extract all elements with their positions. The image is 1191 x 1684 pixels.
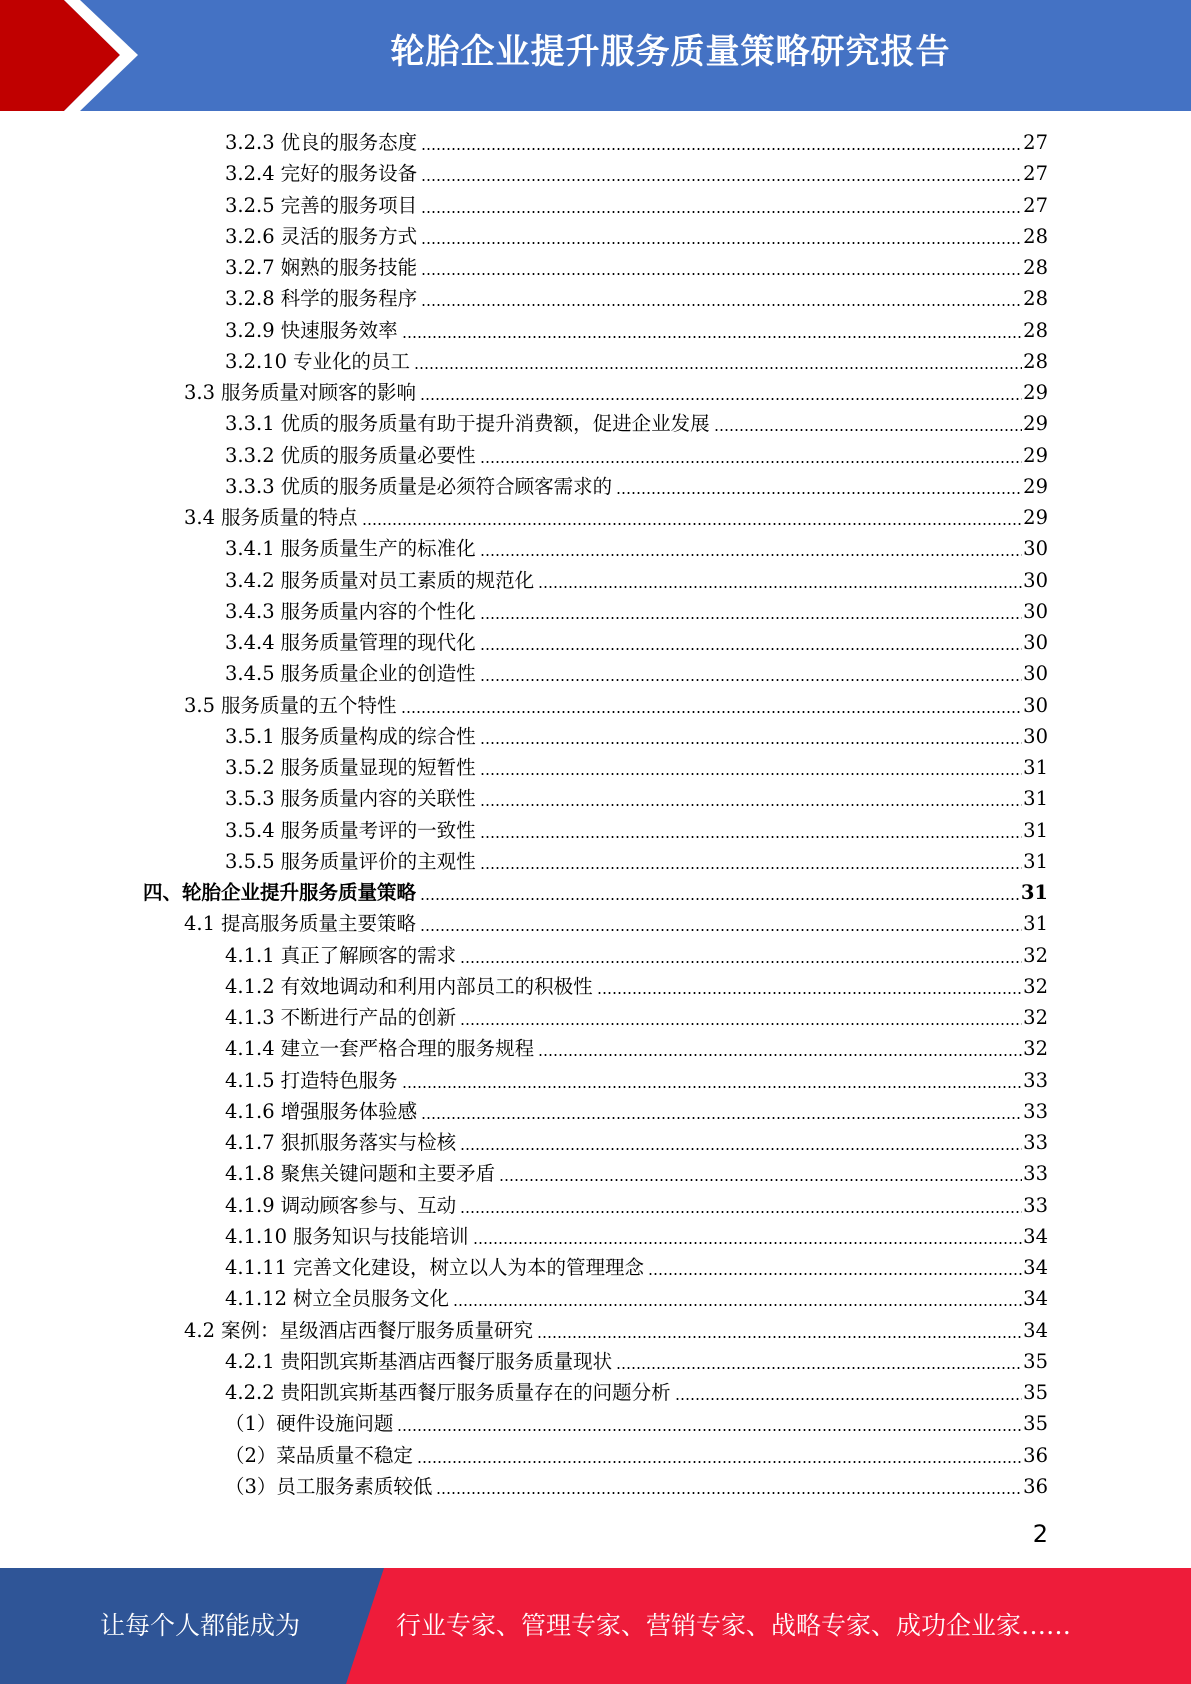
- toc-dot-leader: [460, 1131, 1022, 1151]
- toc-entry-title: 服务质量考评的一致性: [280, 818, 476, 842]
- toc-entry[interactable]: [225, 1283, 1048, 1314]
- toc-entry-label: [184, 502, 362, 533]
- toc-entry-page: 30: [1023, 724, 1048, 748]
- toc-dot-leader: [421, 256, 1022, 276]
- toc-dot-leader: [480, 756, 1023, 776]
- toc-dot-leader: [417, 1444, 1022, 1464]
- toc-entry-page: 29: [1023, 381, 1048, 404]
- page-number: 2: [1032, 1520, 1048, 1548]
- toc-entry[interactable]: [225, 596, 1048, 627]
- toc-entry-label: [225, 346, 414, 377]
- toc-entry[interactable]: [225, 315, 1048, 346]
- toc-entry-page: 28: [1023, 256, 1048, 279]
- toc-entry-number: 3.2.7: [225, 256, 275, 279]
- toc-entry-label: [225, 1096, 421, 1127]
- toc-entry-page: 30: [1023, 631, 1048, 654]
- toc-entry-number: 4.2.2: [225, 1381, 275, 1404]
- toc-entry-page: 28: [1023, 318, 1048, 342]
- toc-entry-label: [225, 752, 480, 783]
- toc-entry-number: 3.2.9: [225, 318, 275, 342]
- toc-entry[interactable]: [225, 440, 1048, 471]
- toc-entry-page: 29: [1023, 443, 1048, 467]
- toc-dot-leader: [480, 662, 1023, 682]
- toc-entry[interactable]: [225, 783, 1048, 814]
- toc-entry[interactable]: [184, 377, 1048, 408]
- toc-entry-label: [225, 846, 480, 877]
- toc-dot-leader: [480, 819, 1023, 839]
- toc-entry-label: [184, 377, 420, 408]
- toc-entry-title: 娴熟的服务技能: [280, 256, 418, 279]
- toc-entry-number: 3.5.4: [225, 818, 275, 842]
- toc-entry-number: 3.5: [184, 693, 216, 717]
- toc-entry-page: 35: [1023, 1349, 1048, 1373]
- toc-entry-page: 31: [1023, 849, 1048, 873]
- toc-entry[interactable]: [225, 533, 1048, 564]
- toc-entry-label: [225, 627, 480, 658]
- toc-entry-number: 3.5.5: [225, 849, 275, 873]
- toc-dot-leader: [499, 1162, 1022, 1182]
- toc-entry[interactable]: [225, 1471, 1048, 1502]
- toc-entry-number: 4.1.5: [225, 1068, 275, 1092]
- toc-entry-title: （1）硬件设施问题: [225, 1412, 394, 1436]
- toc-entry-number: 4.1.8: [225, 1162, 275, 1186]
- toc-entry-title: 服务质量的五个特性: [221, 693, 397, 717]
- toc-entry-title: 贵阳凯宾斯基酒店西餐厅服务质量现状: [280, 1349, 613, 1373]
- toc-entry-title: 灵活的服务方式: [280, 224, 418, 248]
- toc-entry-number: 4.1.10: [225, 1224, 288, 1248]
- toc-entry-page: 33: [1023, 1068, 1048, 1092]
- toc-entry[interactable]: [225, 1252, 1048, 1283]
- toc-entry-number: 3.3.1: [225, 412, 275, 436]
- toc-entry-title: 完善的服务项目: [280, 193, 418, 217]
- footer-slogan-left: 让每个人都能成为: [99, 1611, 300, 1640]
- toc-entry-label: [225, 658, 480, 689]
- toc-entry-title: 聚焦关键问题和主要矛盾: [280, 1162, 496, 1186]
- toc-entry-title: 服务质量内容的关联性: [280, 787, 476, 811]
- toc-entry-title: 打造特色服务: [280, 1068, 398, 1092]
- toc-dot-leader: [421, 162, 1022, 182]
- toc-entry-number: 3.4.5: [225, 662, 275, 686]
- toc-entry-page: 34: [1023, 1256, 1048, 1279]
- toc-entry-label: [184, 690, 401, 721]
- toc-entry[interactable]: [225, 158, 1048, 189]
- toc-entry-label: [225, 127, 421, 158]
- toc-dot-leader: [480, 787, 1023, 807]
- toc-dot-leader: [460, 1194, 1022, 1214]
- toc-entry-page: 27: [1023, 162, 1048, 186]
- toc-entry-number: 3.4: [184, 506, 216, 529]
- toc-dot-leader: [421, 194, 1022, 214]
- toc-entry-number: 4.1.1: [225, 943, 275, 967]
- toc-entry-title: 建立一套严格合理的服务规程: [280, 1037, 535, 1061]
- toc-entry-label: [225, 940, 460, 971]
- toc-entry-number: 3.5.1: [225, 724, 275, 748]
- toc-entry-label: [225, 1002, 460, 1033]
- toc-entry-number: 4.1.9: [225, 1193, 275, 1217]
- toc-dot-leader: [480, 537, 1023, 557]
- toc-entry-title: 快速服务效率: [280, 318, 398, 342]
- toc-entry-label: [225, 1065, 402, 1096]
- toc-dot-leader: [473, 1225, 1023, 1245]
- toc-dot-leader: [597, 975, 1023, 995]
- toc-entry-number: 4.1.3: [225, 1006, 275, 1029]
- toc-dot-leader: [420, 912, 1022, 932]
- toc-entry-page: 28: [1023, 349, 1048, 373]
- toc-entry-label: [225, 596, 480, 627]
- toc-entry-number: 4.2: [184, 1318, 216, 1342]
- toc-entry-title: 树立全员服务文化: [293, 1287, 450, 1311]
- toc-entry-label: [225, 1252, 648, 1283]
- toc-dot-leader: [480, 631, 1023, 651]
- toc-entry-page: 27: [1023, 131, 1048, 154]
- toc-entry-label: [225, 158, 421, 189]
- toc-entry[interactable]: [184, 908, 1048, 939]
- toc-entry-number: 3.4.3: [225, 599, 275, 623]
- toc-entry[interactable]: [225, 127, 1048, 158]
- toc-entry-label: [225, 1127, 460, 1158]
- toc-entry-number: 3.5.2: [225, 756, 275, 779]
- toc-entry-page: 32: [1023, 943, 1048, 967]
- toc-entry[interactable]: [225, 815, 1048, 846]
- toc-entry-number: 3.5.3: [225, 787, 275, 811]
- toc-entry-page: 35: [1023, 1381, 1048, 1404]
- toc-entry[interactable]: [225, 1002, 1048, 1033]
- toc-dot-leader: [402, 1069, 1023, 1089]
- toc-entry[interactable]: [225, 471, 1048, 502]
- toc-entry-page: 32: [1023, 974, 1048, 998]
- toc-dot-leader: [616, 475, 1022, 495]
- toc-entry-number: 3.4.2: [225, 568, 275, 592]
- toc-entry-label: [225, 1346, 616, 1377]
- toc-entry-label: [143, 877, 420, 908]
- toc-entry[interactable]: [143, 877, 1048, 908]
- report-title: 轮胎企业提升服务质量策略研究报告: [390, 32, 951, 72]
- toc-entry-page: 31: [1023, 912, 1048, 936]
- toc-entry[interactable]: [225, 283, 1048, 314]
- toc-entry-number: 3.3.3: [225, 474, 275, 498]
- toc-entry-page: 30: [1023, 662, 1048, 686]
- toc-entry[interactable]: [225, 1440, 1048, 1471]
- toc-entry-title: 完善文化建设，树立以人为本的管理理念: [293, 1256, 645, 1279]
- toc-dot-leader: [675, 1381, 1023, 1401]
- toc-dot-leader: [414, 350, 1022, 370]
- toc-entry[interactable]: [225, 1158, 1048, 1189]
- toc-entry-title: 服务质量的特点: [221, 506, 358, 529]
- toc-entry[interactable]: [225, 1190, 1048, 1221]
- toc-entry-title: 服务质量企业的创造性: [280, 662, 476, 686]
- toc-entry-number: 4.1.7: [225, 1131, 275, 1154]
- toc-dot-leader: [436, 1475, 1022, 1495]
- toc-entry-page: 29: [1023, 506, 1048, 529]
- toc-entry-label: [225, 721, 480, 752]
- toc-dot-leader: [480, 444, 1023, 464]
- toc-entry[interactable]: [184, 690, 1048, 721]
- toc-entry-title: 案例：星级酒店西餐厅服务质量研究: [221, 1318, 534, 1342]
- toc-dot-leader: [460, 1006, 1022, 1026]
- toc-entry[interactable]: [225, 721, 1048, 752]
- toc-entry-label: [225, 221, 421, 252]
- toc-entry-label: [225, 1221, 473, 1252]
- toc-entry-title: 服务质量显现的短暂性: [280, 756, 476, 779]
- toc-entry-title: 服务知识与技能培训: [293, 1224, 469, 1248]
- toc-dot-leader: [421, 131, 1022, 151]
- toc-dot-leader: [648, 1256, 1022, 1276]
- toc-entry-page: 28: [1023, 224, 1048, 248]
- toc-dot-leader: [421, 225, 1022, 245]
- toc-entry[interactable]: [225, 658, 1048, 689]
- toc-entry-title: 优质的服务质量是必须符合顾客需求的: [280, 474, 613, 498]
- toc-entry-label: [225, 190, 421, 221]
- header-banner: [0, 0, 1191, 111]
- toc-entry[interactable]: [225, 346, 1048, 377]
- toc-entry-label: [225, 1283, 453, 1314]
- toc-entry-title: 服务质量对员工素质的规范化: [280, 568, 535, 592]
- toc-entry-title: 服务质量评价的主观性: [280, 849, 476, 873]
- toc-entry-page: 30: [1023, 599, 1048, 623]
- toc-entry-number: 3.2.8: [225, 287, 275, 311]
- toc-dot-leader: [538, 1037, 1022, 1057]
- toc-entry-label: [225, 283, 421, 314]
- toc-entry[interactable]: [225, 1408, 1048, 1439]
- toc-entry-number: 4.1.11: [225, 1256, 288, 1279]
- toc-entry-title: 优质的服务质量有助于提升消费额，促进企业发展: [280, 412, 710, 436]
- toc-entry[interactable]: [184, 502, 1048, 533]
- toc-entry-number: 4.1.6: [225, 1099, 275, 1123]
- toc-entry-title: 有效地调动和利用内部员工的积极性: [280, 974, 593, 998]
- footer-banner: [0, 1568, 1191, 1684]
- toc-dot-leader: [453, 1287, 1022, 1307]
- toc-entry-number: 3.3.2: [225, 443, 275, 467]
- toc-entry-title: 增强服务体验感: [280, 1099, 418, 1123]
- toc-entry-label: [225, 1440, 417, 1471]
- toc-entry-page: 29: [1023, 412, 1048, 436]
- toc-entry-page: 31: [1023, 787, 1048, 811]
- toc-entry[interactable]: [225, 190, 1048, 221]
- toc-entry[interactable]: [225, 1377, 1048, 1408]
- toc-entry[interactable]: [184, 1315, 1048, 1346]
- toc-entry-title: 优质的服务质量必要性: [280, 443, 476, 467]
- toc-dot-leader: [421, 1100, 1022, 1120]
- toc-entry-label: [184, 1315, 537, 1346]
- toc-entry-title: 服务质量构成的综合性: [280, 724, 476, 748]
- toc-entry-page: 34: [1023, 1287, 1048, 1311]
- toc-entry-title: 狠抓服务落实与检核: [280, 1131, 457, 1154]
- toc-entry-label: [225, 815, 480, 846]
- toc-entry-title: 调动顾客参与、互动: [280, 1193, 457, 1217]
- toc-entry[interactable]: [225, 627, 1048, 658]
- toc-entry[interactable]: [225, 1346, 1048, 1377]
- toc-entry-title: （3）员工服务素质较低: [225, 1474, 433, 1498]
- toc-entry[interactable]: [225, 565, 1048, 596]
- toc-entry-title: 提高服务质量主要策略: [221, 912, 417, 936]
- toc-entry-page: 32: [1023, 1037, 1048, 1061]
- toc-entry-number: 3.2.3: [225, 131, 275, 154]
- toc-entry-label: [225, 1377, 675, 1408]
- toc-entry-label: [225, 1158, 499, 1189]
- toc-entry-label: [225, 1471, 436, 1502]
- toc-entry-label: [225, 971, 597, 1002]
- toc-entry-page: 33: [1023, 1099, 1048, 1123]
- toc-entry[interactable]: [225, 846, 1048, 877]
- toc-entry-title: 服务质量内容的个性化: [280, 599, 476, 623]
- toc-entry-label: [225, 783, 480, 814]
- toc-entry[interactable]: [225, 940, 1048, 971]
- toc-dot-leader: [420, 381, 1022, 401]
- toc-entry-page: 33: [1023, 1131, 1048, 1154]
- toc-entry-page: 31: [1023, 756, 1048, 779]
- toc-entry-page: 27: [1023, 193, 1048, 217]
- toc-dot-leader: [420, 881, 1020, 901]
- toc-entry-number: 4.1: [184, 912, 216, 936]
- toc-entry-label: [225, 1033, 538, 1064]
- toc-entry-page: 36: [1023, 1474, 1048, 1498]
- toc-entry-page: 30: [1023, 693, 1048, 717]
- toc-entry-page: 30: [1023, 568, 1048, 592]
- toc-dot-leader: [480, 850, 1023, 870]
- toc-entry-number: 3.2.4: [225, 162, 275, 186]
- toc-dot-leader: [460, 944, 1022, 964]
- toc-entry-title: 真正了解顾客的需求: [280, 943, 457, 967]
- toc-entry-page: 33: [1023, 1193, 1048, 1217]
- toc-entry[interactable]: [225, 408, 1048, 439]
- toc-entry-title: 优良的服务态度: [280, 131, 418, 154]
- toc-dot-leader: [421, 287, 1022, 307]
- toc-entry-page: 34: [1023, 1318, 1048, 1342]
- toc-entry-title: 服务质量对顾客的影响: [221, 381, 417, 404]
- toc-dot-leader: [714, 412, 1023, 432]
- toc-entry-title: 科学的服务程序: [280, 287, 418, 311]
- toc-entry-title: 服务质量生产的标准化: [280, 537, 476, 561]
- toc-entry-label: [225, 565, 538, 596]
- toc-entry-label: [184, 908, 420, 939]
- toc-entry[interactable]: [225, 1127, 1048, 1158]
- toc-entry-number: 4.1.12: [225, 1287, 288, 1311]
- toc-entry-page: 34: [1023, 1224, 1048, 1248]
- toc-entry-number: 3.4.1: [225, 537, 275, 561]
- toc-entry-page: 36: [1023, 1443, 1048, 1467]
- toc-entry-title: 不断进行产品的创新: [280, 1006, 457, 1029]
- toc-entry-number: 3.4.4: [225, 631, 275, 654]
- toc-entry-title: 四、轮胎企业提升服务质量策略: [143, 881, 417, 904]
- toc-entry-label: [225, 408, 714, 439]
- toc-entry-label: [225, 1408, 397, 1439]
- toc-entry-label: [225, 252, 421, 283]
- toc-dot-leader: [480, 725, 1023, 745]
- toc-entry-title: 专业化的员工: [293, 349, 411, 373]
- toc-dot-leader: [401, 694, 1023, 714]
- toc-entry[interactable]: [225, 971, 1048, 1002]
- toc-entry[interactable]: [225, 252, 1048, 283]
- toc-entry-title: 完好的服务设备: [280, 162, 418, 186]
- toc-entry-page: 31: [1020, 881, 1048, 904]
- toc-entry-title: 服务质量管理的现代化: [280, 631, 476, 654]
- toc-entry-title: 贵阳凯宾斯基西餐厅服务质量存在的问题分析: [280, 1381, 671, 1404]
- toc-entry[interactable]: [225, 1096, 1048, 1127]
- toc-entry-number: 4.2.1: [225, 1349, 275, 1373]
- toc-entry-number: 4.1.4: [225, 1037, 275, 1061]
- toc-entry-number: 3.2.6: [225, 224, 275, 248]
- toc-entry[interactable]: [225, 1065, 1048, 1096]
- toc-dot-leader: [538, 569, 1022, 589]
- toc-dot-leader: [537, 1319, 1022, 1339]
- toc-entry-number: 4.1.2: [225, 974, 275, 998]
- toc-entry[interactable]: [225, 1033, 1048, 1064]
- toc-entry-page: 32: [1023, 1006, 1048, 1029]
- toc-dot-leader: [616, 1350, 1022, 1370]
- toc-entry-page: 35: [1023, 1412, 1048, 1436]
- toc-entry-page: 30: [1023, 537, 1048, 561]
- footer-slogan-right: 行业专家、管理专家、营销专家、战略专家、成功企业家……: [396, 1611, 1072, 1640]
- toc-entry-label: [225, 533, 480, 564]
- toc-entry-label: [225, 440, 480, 471]
- toc-entry[interactable]: [225, 752, 1048, 783]
- toc-entry-page: 29: [1023, 474, 1048, 498]
- toc-entry-page: 28: [1023, 287, 1048, 311]
- toc-entry[interactable]: [225, 221, 1048, 252]
- toc-entry-label: [225, 471, 616, 502]
- toc-entry[interactable]: [225, 1221, 1048, 1252]
- toc-entry-page: 33: [1023, 1162, 1048, 1186]
- toc-entry-label: [225, 1190, 460, 1221]
- toc-entry-label: [225, 315, 402, 346]
- toc-dot-leader: [402, 319, 1023, 339]
- toc-entry-number: 3.2.10: [225, 349, 288, 373]
- toc-dot-leader: [362, 506, 1023, 526]
- toc-entry-page: 31: [1023, 818, 1048, 842]
- toc-dot-leader: [397, 1412, 1022, 1432]
- toc-entry-title: （2）菜品质量不稳定: [225, 1443, 413, 1467]
- toc-entry-number: 3.3: [184, 381, 216, 404]
- toc-dot-leader: [480, 600, 1023, 620]
- toc-entry-number: 3.2.5: [225, 193, 275, 217]
